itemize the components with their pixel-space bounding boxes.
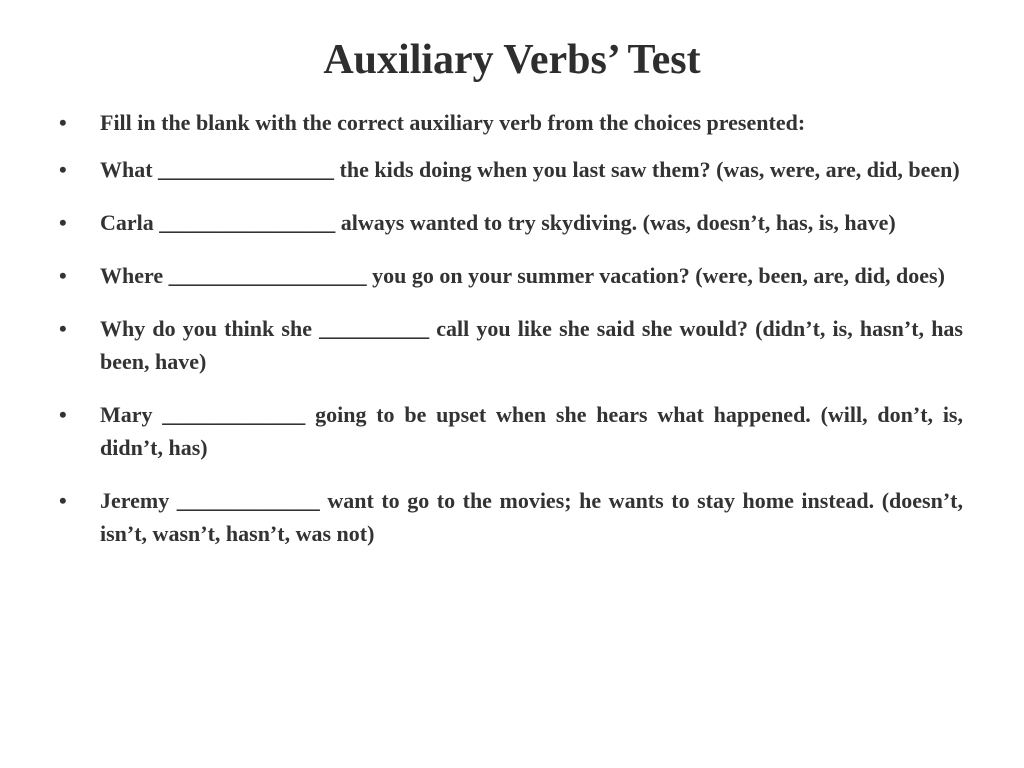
- question-item-6: [0, 484, 1024, 550]
- bullet-icon: •: [59, 263, 67, 288]
- question-text: Where __________________ you go on your summer vacation? (were, been, are, did, does): [100, 263, 945, 288]
- slide-title: Auxiliary Verbs’ Test: [323, 37, 701, 83]
- question-text: Carla ________________ always wanted to try skydiving. (was, doesn’t, has, is, have): [100, 210, 896, 235]
- question-item-5: [0, 398, 1024, 464]
- bullet-icon: •: [59, 210, 67, 235]
- question-item-4: [0, 312, 1024, 378]
- bullet-icon: •: [59, 110, 67, 135]
- instruction-text: Fill in the blank with the correct auxiliary verb from the choices presented:: [100, 110, 806, 135]
- bullet-icon: •: [59, 488, 67, 513]
- question-text: Why do you think she __________ call you like she said she would? (didn’t, is, hasn’t, has been, have): [100, 316, 963, 374]
- question-item-2: [0, 206, 1024, 239]
- bullet-icon: •: [59, 157, 67, 182]
- question-text: Mary _____________ going to be upset when she hears what happened. (will, don’t, is, didn’t, has): [100, 402, 963, 460]
- question-item-1: [0, 153, 1024, 186]
- question-text: What ________________ the kids doing when you last saw them? (was, were, are, did, been): [100, 157, 960, 182]
- question-item-3: [0, 259, 1024, 292]
- instruction-item: [0, 106, 1024, 139]
- bullet-icon: •: [59, 402, 67, 427]
- bullet-icon: •: [59, 316, 67, 341]
- question-text: Jeremy _____________ want to go to the movies; he wants to stay home instead. (doesn’t, isn’t, wasn’t, hasn’t, was not): [100, 488, 963, 546]
- question-list: [0, 106, 1024, 550]
